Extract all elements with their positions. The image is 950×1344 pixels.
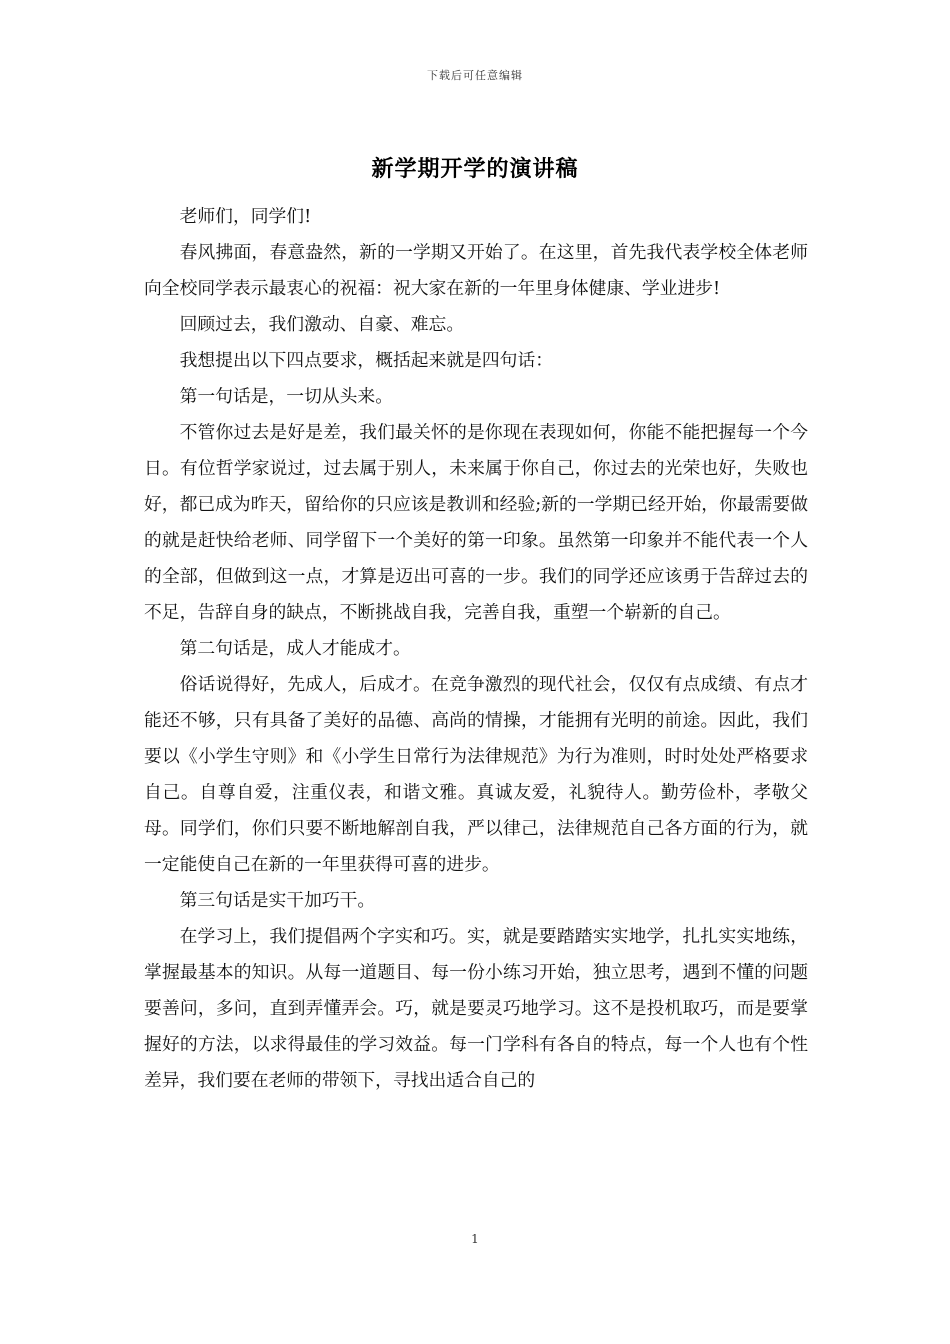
- paragraph-point-three-body: 在学习上，我们提倡两个字实和巧。实，就是要踏踏实实地学，扎扎实实地练，掌握最基本的知识。从每一道题目、每一份小练习开始，独立思考，遇到不懂的问题要善问，多问，直到弄懂弄会。巧，就是要灵巧地学习。这不是投机取巧，而是要掌握好的方法，以求得最佳的学习效益。每一门学科有各自的特点，每一个人也有个性差异，我们要在老师的带领下，寻找出适合自己的: [144, 926, 808, 1091]
- paragraph-point-one-heading: 第一句话是，一切从头来。: [179, 386, 393, 407]
- document-title: 新学期开学的演讲稿: [371, 156, 579, 182]
- paragraph-point-two-body: 俗话说得好，先成人，后成才。在竞争激烈的现代社会，仅仅有点成绩、有点才能还不够，只有具备了美好的品德、高尚的情操，才能拥有光明的前途。因此，我们要以《小学生守则》和《小学生日常行为法律规范》为行为准则，时时处处严格要求自己。自尊自爱，注重仪表，和谐文雅。真诚友爱，礼貌待人。勤劳俭朴，孝敬父母。同学们，你们只要不断地解剖自我，严以律己，法律规范自己各方面的行为，就一定能使自己在新的一年里获得可喜的进步。: [144, 674, 808, 875]
- paragraph-point-two-heading: 第二句话是，成人才能成才。: [179, 638, 411, 659]
- paragraph-requirements-intro: 我想提出以下四点要求，概括起来就是四句话：: [179, 350, 554, 371]
- header-note: 下载后可任意编辑: [427, 69, 523, 82]
- paragraph-opening: 春风拂面，春意盎然，新的一学期又开始了。在这里，首先我代表学校全体老师向全校同学表示最衷心的祝福：祝大家在新的一年里身体健康、学业进步!: [144, 242, 808, 299]
- paragraph-review: 回顾过去，我们激动、自豪、难忘。: [179, 314, 465, 335]
- page-number: 1: [471, 1232, 479, 1246]
- paragraph-greeting: 老师们，同学们!: [179, 206, 312, 227]
- document-body: [144, 199, 808, 1099]
- paragraph-point-one-body: 不管你过去是好是差，我们最关怀的是你现在表现如何，你能不能把握每一个今日。有位哲学家说过，过去属于别人，未来属于你自己，你过去的光荣也好，失败也好，都已成为昨天，留给你的只应该是教训和经验;新的一学期已经开始，你最需要做的就是赶快给老师、同学留下一个美好的第一印象。虽然第一印象并不能代表一个人的全部，但做到这一点，才算是迈出可喜的一步。我们的同学还应该勇于告辞过去的不足，告辞自身的缺点，不断挑战自我，完善自我，重塑一个崭新的自己。: [144, 422, 808, 623]
- paragraph-point-three-heading: 第三句话是实干加巧干。: [179, 890, 376, 911]
